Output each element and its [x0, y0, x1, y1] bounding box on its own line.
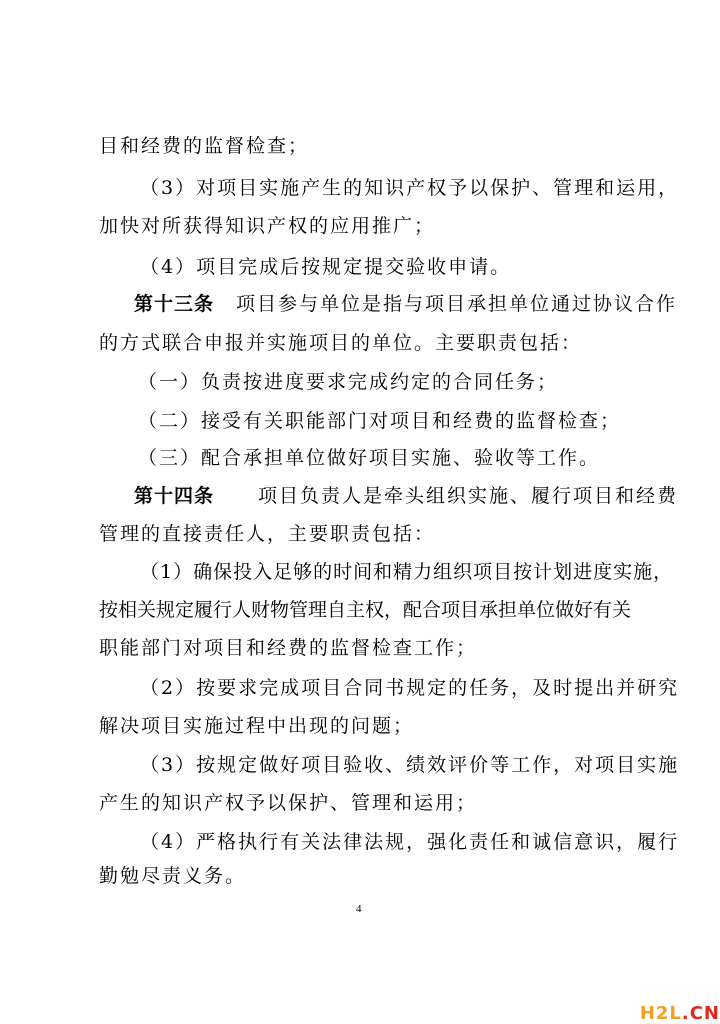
paragraph-line: 职能部门对项目和经费的监督检查工作；	[99, 637, 478, 659]
paragraph-line: 目和经费的监督检查；	[99, 135, 310, 157]
paragraph-line: 勤勉尽责义务。	[99, 865, 247, 887]
paragraph-line: 的方式联合申报并实施项目的单位。主要职责包括：	[99, 332, 583, 354]
paragraph-line: （3）对项目实施产生的知识产权予以保护、管理和运用，	[140, 177, 680, 199]
paragraph-line: 项目参与单位是指与项目承担单位通过协议合作	[236, 293, 678, 315]
paragraph-line: 管理的直接责任人，主要职责包括：	[99, 523, 436, 545]
paragraph-line: 解决项目实施过程中出现的问题；	[99, 715, 415, 737]
paragraph-line: （一）负责按进度要求完成约定的合同任务；	[138, 371, 559, 393]
paragraph-line: （3）按规定做好项目验收、绩效评价等工作，对项目实施	[140, 754, 680, 776]
page-number: 4	[356, 903, 362, 915]
paragraph-line: 按相关规定履行人财物管理自主权，配合项目承担单位做好有关	[99, 599, 632, 621]
watermark-cn: .CN	[681, 1003, 720, 1024]
paragraph-line: （2）按要求完成项目合同书规定的任务，及时提出并研究	[140, 677, 680, 699]
article-14-heading: 第十四条	[134, 485, 215, 507]
paragraph-line: （4）严格执行有关法律法规，强化责任和诚信意识，履行	[140, 831, 680, 853]
paragraph-line: 产生的知识产权予以保护、管理和运用；	[99, 792, 478, 814]
paragraph-line: 加快对所获得知识产权的应用推广；	[99, 215, 436, 237]
paragraph-line: （三）配合承担单位做好项目实施、验收等工作。	[138, 447, 601, 469]
watermark-h2l: H2L	[639, 1003, 682, 1024]
watermark-logo	[640, 1005, 720, 1023]
article-13-heading: 第十三条	[134, 293, 215, 315]
paragraph-line: （4）项目完成后按规定提交验收申请。	[140, 256, 512, 278]
paragraph-line: （二）接受有关职能部门对项目和经费的监督检查；	[138, 410, 622, 432]
paragraph-line: 项目负责人是牵头组织实施、履行项目和经费	[258, 485, 679, 507]
paragraph-line: （1）确保投入足够的时间和精力组织项目按计划进度实施，	[140, 561, 674, 583]
